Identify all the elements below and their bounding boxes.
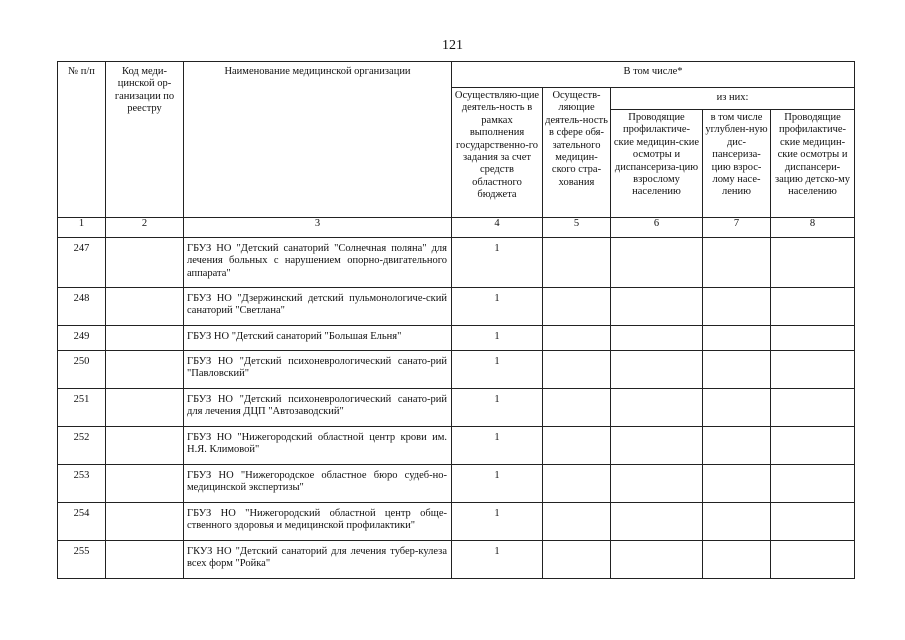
- row-org-name: ГБУЗ НО "Нижегородский областной центр обще-ственного здоровья и медицинской профилактики": [184, 503, 452, 541]
- header-state-budget: Осуществляю-щие деятель-ность в рамках выполнения государственно-го задания за счет средств областного бюджета: [452, 88, 543, 218]
- row-state-budget: 1: [452, 389, 543, 427]
- header-index: № п/п: [58, 62, 106, 218]
- row-oms: [543, 288, 611, 326]
- table-row: [58, 465, 855, 503]
- row-state-budget: 1: [452, 288, 543, 326]
- table-row: [58, 389, 855, 427]
- column-number: 4: [452, 218, 543, 238]
- row-child-checkups: [771, 465, 855, 503]
- column-numbers-row: [58, 218, 855, 238]
- column-number: 1: [58, 218, 106, 238]
- row-deep-checkups: [703, 503, 771, 541]
- row-child-checkups: [771, 541, 855, 579]
- row-adult-checkups: [611, 503, 703, 541]
- column-number: 2: [106, 218, 184, 238]
- row-org-name: ГБУЗ НО "Детский санаторий "Солнечная поляна" для лечения больных с нарушением опорно-двигательного аппарата": [184, 238, 452, 288]
- column-number: 8: [771, 218, 855, 238]
- row-adult-checkups: [611, 288, 703, 326]
- row-code: [106, 541, 184, 579]
- row-index: 255: [58, 541, 106, 579]
- table-row: [58, 503, 855, 541]
- column-number: 6: [611, 218, 703, 238]
- row-code: [106, 465, 184, 503]
- row-child-checkups: [771, 427, 855, 465]
- row-adult-checkups: [611, 389, 703, 427]
- row-deep-checkups: [703, 427, 771, 465]
- header-deep-checkups: в том числе углублен-ную дис-пансериза-цию взрос-лому насе-лению: [703, 110, 771, 218]
- row-state-budget: 1: [452, 238, 543, 288]
- table-row: [58, 541, 855, 579]
- row-oms: [543, 238, 611, 288]
- row-org-name: ГКУЗ НО "Детский санаторий для лечения тубер-кулеза всех форм "Ройка": [184, 541, 452, 579]
- row-adult-checkups: [611, 238, 703, 288]
- organizations-table: [57, 61, 855, 579]
- row-org-name: ГБУЗ НО "Дзержинский детский пульмонологиче-ский санаторий "Светлана": [184, 288, 452, 326]
- row-code: [106, 427, 184, 465]
- row-deep-checkups: [703, 541, 771, 579]
- row-code: [106, 503, 184, 541]
- row-child-checkups: [771, 503, 855, 541]
- row-index: 248: [58, 288, 106, 326]
- row-deep-checkups: [703, 326, 771, 351]
- row-code: [106, 288, 184, 326]
- row-state-budget: 1: [452, 465, 543, 503]
- header-including-group: В том числе*: [452, 62, 855, 88]
- header-child-checkups: Проводящие профилактиче-ские медицин-ские осмотры и диспансери-зацию детско-му населению: [771, 110, 855, 218]
- column-number: 3: [184, 218, 452, 238]
- column-number: 7: [703, 218, 771, 238]
- row-oms: [543, 541, 611, 579]
- row-deep-checkups: [703, 389, 771, 427]
- row-org-name: ГБУЗ НО "Детский психоневрологический санато-рий "Павловский": [184, 351, 452, 389]
- row-deep-checkups: [703, 238, 771, 288]
- row-child-checkups: [771, 326, 855, 351]
- row-state-budget: 1: [452, 503, 543, 541]
- row-code: [106, 326, 184, 351]
- header-adult-checkups: Проводящие профилактиче-ские медицин-ские осмотры и диспансериза-цию взрослому населению: [611, 110, 703, 218]
- row-deep-checkups: [703, 465, 771, 503]
- row-code: [106, 389, 184, 427]
- row-org-name: ГБУЗ НО "Нижегородский областной центр крови им. Н.Я. Климовой": [184, 427, 452, 465]
- table-row: [58, 351, 855, 389]
- row-deep-checkups: [703, 351, 771, 389]
- row-adult-checkups: [611, 427, 703, 465]
- row-adult-checkups: [611, 541, 703, 579]
- row-index: 247: [58, 238, 106, 288]
- row-oms: [543, 465, 611, 503]
- row-code: [106, 351, 184, 389]
- header-of-them-group: из них:: [611, 88, 855, 110]
- row-org-name: ГБУЗ НО "Детский психоневрологический санато-рий для лечения ДЦП "Автозаводский": [184, 389, 452, 427]
- table-row: [58, 238, 855, 288]
- row-state-budget: 1: [452, 351, 543, 389]
- row-index: 252: [58, 427, 106, 465]
- column-number: 5: [543, 218, 611, 238]
- row-adult-checkups: [611, 465, 703, 503]
- row-index: 253: [58, 465, 106, 503]
- row-child-checkups: [771, 389, 855, 427]
- table-row: [58, 288, 855, 326]
- row-deep-checkups: [703, 288, 771, 326]
- header-code: Код меди-цинской ор-ганизации по реестру: [106, 62, 184, 218]
- row-org-name: ГБУЗ НО "Детский санаторий "Большая Ельня": [184, 326, 452, 351]
- row-state-budget: 1: [452, 427, 543, 465]
- row-oms: [543, 427, 611, 465]
- row-oms: [543, 326, 611, 351]
- row-code: [106, 238, 184, 288]
- table-row: [58, 427, 855, 465]
- row-index: 250: [58, 351, 106, 389]
- row-index: 251: [58, 389, 106, 427]
- row-child-checkups: [771, 351, 855, 389]
- row-index: 254: [58, 503, 106, 541]
- header-oms: Осуществ-ляющие деятель-ность в сфере обя-зательного медицин-ского стра-хования: [543, 88, 611, 218]
- row-child-checkups: [771, 288, 855, 326]
- table-row: [58, 326, 855, 351]
- row-state-budget: 1: [452, 326, 543, 351]
- row-state-budget: 1: [452, 541, 543, 579]
- row-oms: [543, 351, 611, 389]
- header-name: Наименование медицинской организации: [184, 62, 452, 218]
- page-number: 121: [442, 38, 463, 53]
- row-index: 249: [58, 326, 106, 351]
- row-adult-checkups: [611, 326, 703, 351]
- row-oms: [543, 389, 611, 427]
- row-child-checkups: [771, 238, 855, 288]
- row-org-name: ГБУЗ НО "Нижегородское областное бюро судеб-но-медицинской экспертизы": [184, 465, 452, 503]
- row-adult-checkups: [611, 351, 703, 389]
- row-oms: [543, 503, 611, 541]
